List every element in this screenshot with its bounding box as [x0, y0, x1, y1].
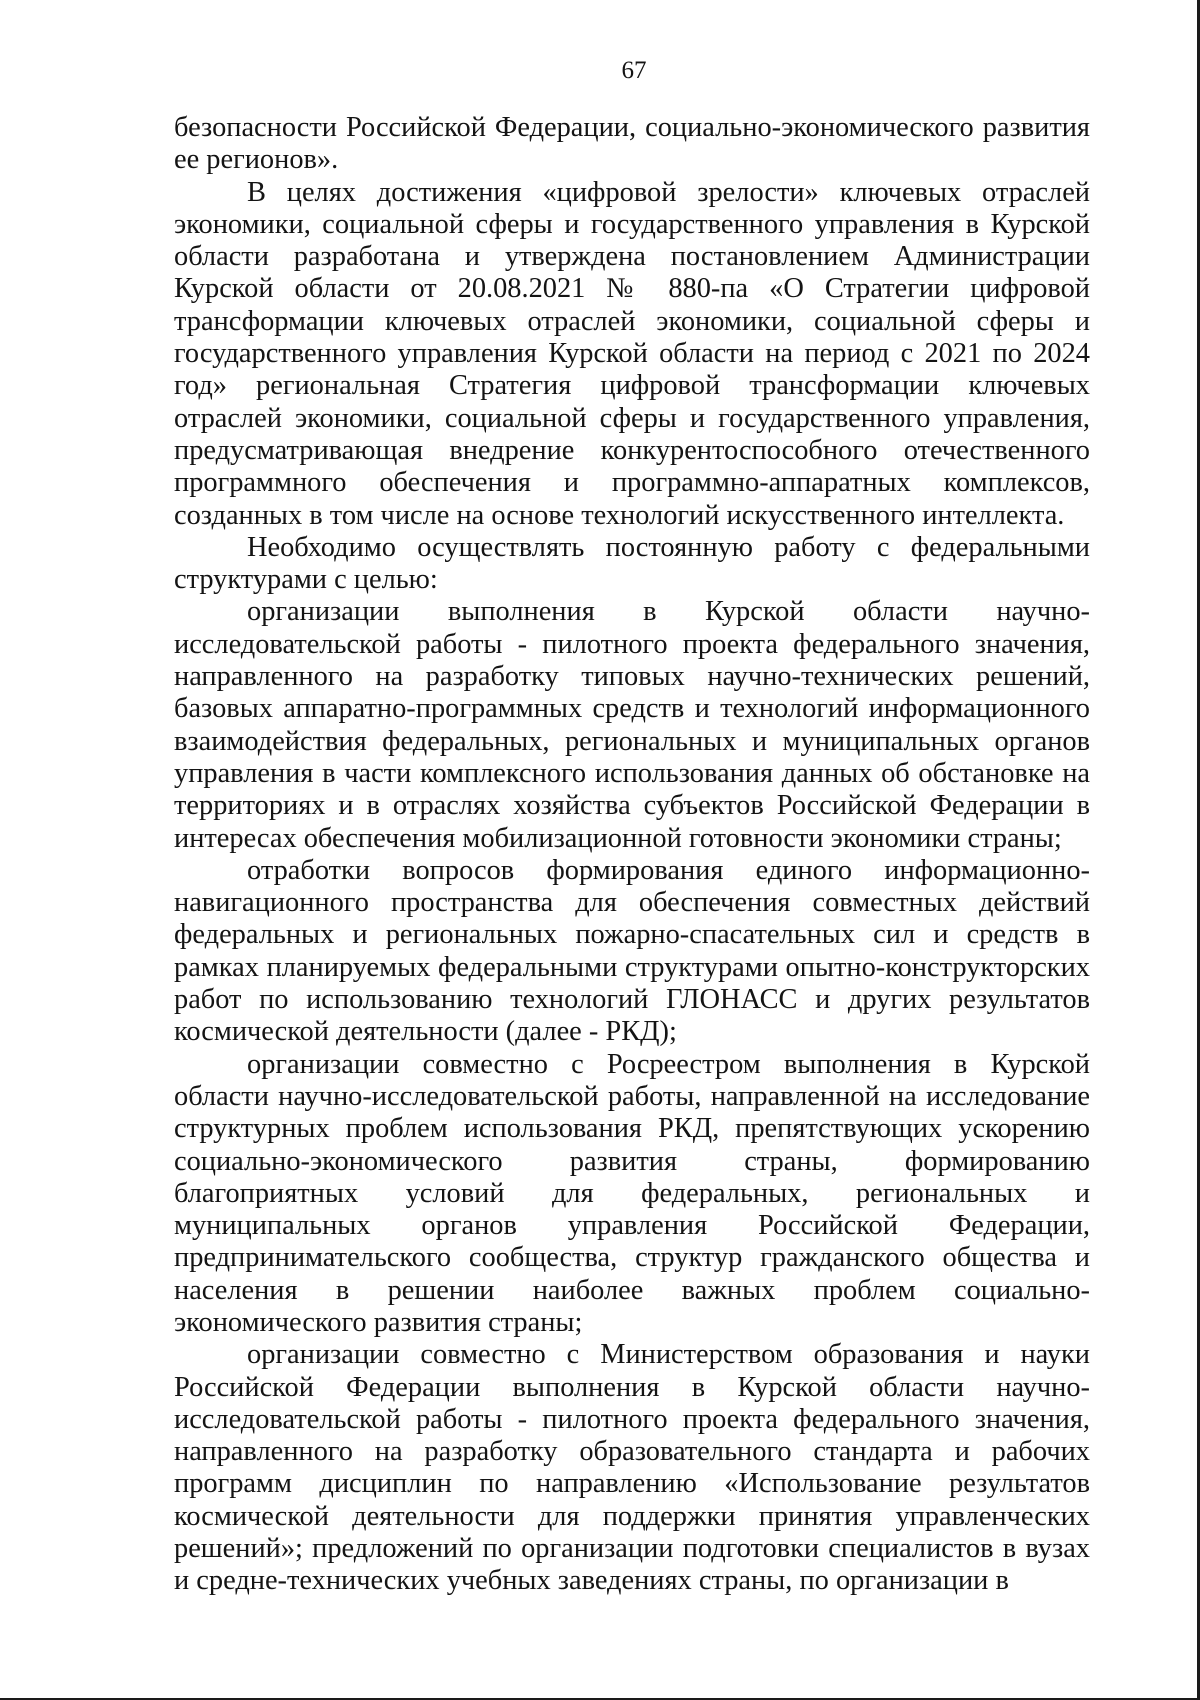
page-number: 67: [621, 57, 647, 84]
list-item-pilot-project: организации выполнения в Курской области научно-исследовательской работы - пилотного проекта федерального значения, направленного на разработку типовых научно-технических решений, базовых аппаратно-программных средств и технологий информационного взаимодействия федеральных, региональных и муниципальных органов управления в части комплексного использования данных об обстановке на территориях и в отраслях хозяйства субъектов Российской Федерации в интересах обеспечения мобилизационной готовности экономики страны;: [174, 596, 1090, 854]
list-item-rosreestr-research: организации совместно с Росреестром выполнения в Курской области научно-исследовательской работы, направленной на исследование структурных проблем использования РКД, препятствующих ускорению социально-экономического развития страны, формированию благоприятных условий для федеральных, региональных и муниципальных органов управления Российской Федерации, предпринимательского сообщества, структур гражданского общества и населения в решении наиболее важных проблем социально-экономического развития страны;: [174, 1048, 1090, 1338]
list-item-navigation-space: отработки вопросов формирования единого информационно-навигационного пространства для обеспечения совместных действий федеральных и региональных пожарно-спасательных сил и средств в рамках планируемых федеральными структурами опытно-конструкторских работ по использованию технологий ГЛОНАСС и других результатов космической деятельности (далее - РКД);: [174, 854, 1090, 1048]
paragraph-federal-cooperation: Необходимо осуществлять постоянную работу с федеральными структурами с целью:: [174, 531, 1090, 596]
paragraph-digital-strategy: В целях достижения «цифровой зрелости» ключевых отраслей экономики, социальной сферы и государственного управления в Курской области разработана и утверждена постановлением Администрации Курской области от 20.08.2021 № 880-па «О Стратегии цифровой трансформации ключевых отраслей экономики, социальной сферы и государственного управления Курской области на период с 2021 по 2024 год» региональная Стратегия цифровой трансформации ключевых отраслей экономики, социальной сферы и государственного управления, предусматривающая внедрение конкурентоспособного отечественного программного обеспечения и программно-аппаратных комплексов, созданных в том числе на основе технологий искусственного интеллекта.: [174, 176, 1090, 531]
list-item-education-standard: организации совместно с Министерством образования и науки Российской Федерации выполнения в Курской области научно-исследовательской работы - пилотного проекта федерального значения, направленного на разработку образовательного стандарта и рабочих программ дисциплин по направлению «Использование результатов космической деятельности для поддержки принятия управленческих решений»; предложений по организации подготовки специалистов в вузах и средне-технических учебных заведениях страны, по организации в: [174, 1339, 1090, 1597]
document-body: [174, 112, 1090, 1598]
paragraph-continuation: безопасности Российской Федерации, социально-экономического развития ее регионов».: [174, 112, 1090, 176]
